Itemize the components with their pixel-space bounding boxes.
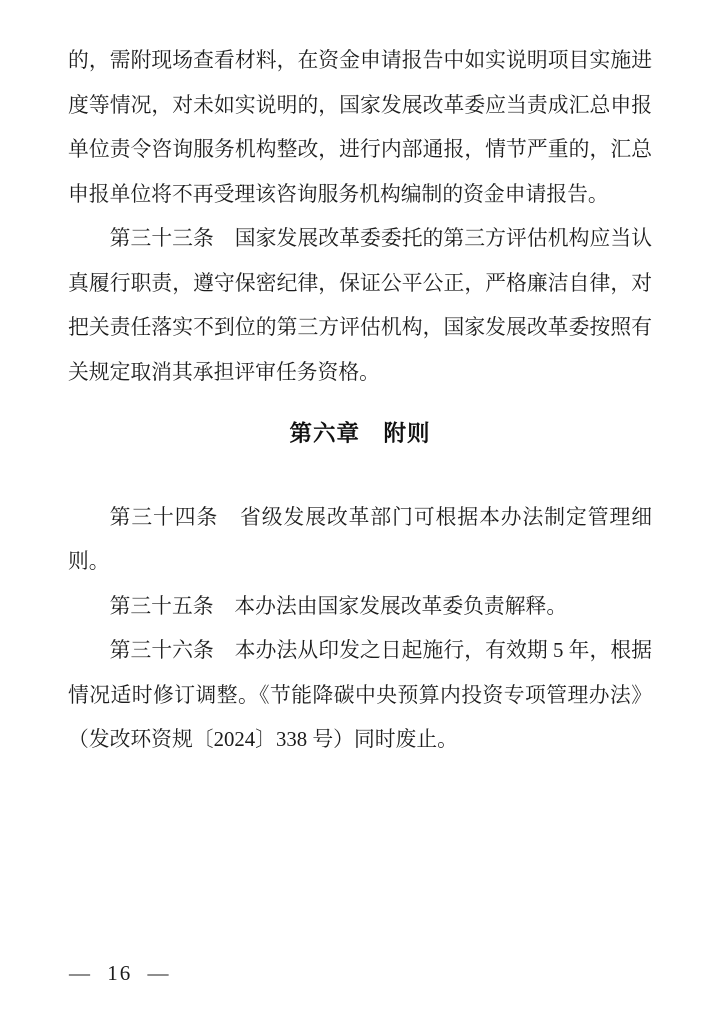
page-number: — 16 — [69, 961, 171, 985]
paragraph-article-34: 第三十四条 省级发展改革部门可根据本办法制定管理细则。 [68, 505, 652, 573]
paragraph-article-33: 第三十三条 国家发展改革委委托的第三方评估机构应当认真履行职责，遵守保密纪律，保证公平公正，严格廉洁自律，对把关责任落实不到位的第三方评估机构，国家发展改革委按照有关规定取消其承担评审任务资格。 [68, 227, 652, 384]
chapter-heading: 第六章 附则 [289, 421, 431, 446]
text-block [68, 0, 652, 763]
paragraph-article-36: 第三十六条 本办法从印发之日起施行，有效期 5 年，根据情况适时修订调整。《节能降碳中央预算内投资专项管理办法》（发改环资规〔2024〕338 号）同时废止。 [68, 639, 652, 751]
paragraph-continuation: 的，需附现场查看材料，在资金申请报告中如实说明项目实施进度等情况，对未如实说明的，国家发展改革委应当责成汇总申报单位责令咨询服务机构整改，进行内部通报，情节严重的，汇总申报单位将不再受理该咨询服务机构编制的资金申请报告。 [68, 49, 652, 206]
paragraph-article-35: 第三十五条 本办法由国家发展改革委负责解释。 [109, 594, 568, 618]
